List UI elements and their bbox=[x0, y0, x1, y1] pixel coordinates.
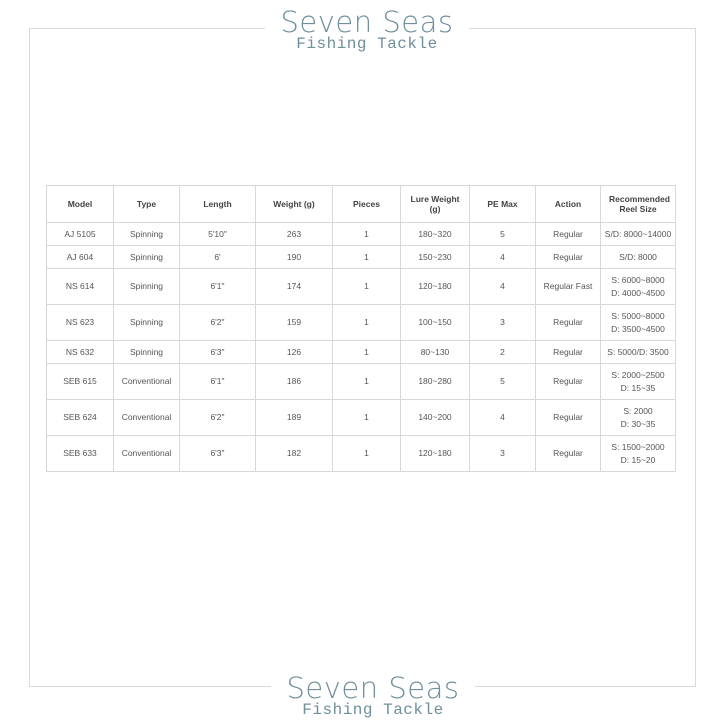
cell-weight: 159 bbox=[256, 305, 333, 341]
cell-pe: 2 bbox=[470, 341, 536, 364]
cell-pe: 3 bbox=[470, 436, 536, 472]
cell-pieces: 1 bbox=[333, 341, 401, 364]
cell-lure: 140~200 bbox=[401, 400, 470, 436]
header-pieces: Pieces bbox=[333, 186, 401, 223]
brand-logo-bottom bbox=[271, 671, 475, 719]
table-row bbox=[47, 400, 676, 436]
reel-size-line: S/D: 8000 bbox=[619, 251, 657, 262]
brand-tagline: Fishing Tackle bbox=[302, 701, 444, 719]
cell-lure: 120~180 bbox=[401, 436, 470, 472]
cell-model: NS 614 bbox=[47, 269, 114, 305]
cell-reel-size bbox=[601, 269, 676, 305]
cell-action: Regular bbox=[536, 341, 601, 364]
brand-logo-top bbox=[265, 5, 469, 53]
cell-lure: 180~280 bbox=[401, 364, 470, 400]
table-body bbox=[47, 223, 676, 472]
cell-length: 6'1" bbox=[180, 269, 256, 305]
cell-reel-size bbox=[601, 400, 676, 436]
cell-reel-size bbox=[601, 364, 676, 400]
cell-pieces: 1 bbox=[333, 246, 401, 269]
cell-action: Regular bbox=[536, 400, 601, 436]
cell-model: SEB 615 bbox=[47, 364, 114, 400]
cell-length: 6'1" bbox=[180, 364, 256, 400]
cell-pe: 4 bbox=[470, 246, 536, 269]
table-row bbox=[47, 364, 676, 400]
cell-weight: 190 bbox=[256, 246, 333, 269]
cell-lure: 120~180 bbox=[401, 269, 470, 305]
cell-weight: 263 bbox=[256, 223, 333, 246]
cell-model: SEB 624 bbox=[47, 400, 114, 436]
header-pe-max: PE Max bbox=[470, 186, 536, 223]
cell-length: 6'2" bbox=[180, 400, 256, 436]
header-length: Length bbox=[180, 186, 256, 223]
reel-size-line: D: 30~35 bbox=[620, 418, 656, 429]
table-row bbox=[47, 305, 676, 341]
cell-model: SEB 633 bbox=[47, 436, 114, 472]
header-reel-size: Recommended Reel Size bbox=[601, 186, 676, 223]
header-action: Action bbox=[536, 186, 601, 223]
cell-pe: 3 bbox=[470, 305, 536, 341]
cell-type: Spinning bbox=[114, 223, 180, 246]
cell-length: 6'2" bbox=[180, 305, 256, 341]
cell-reel-size bbox=[601, 341, 676, 364]
reel-size-line: D: 3500~4500 bbox=[611, 323, 665, 334]
cell-action: Regular bbox=[536, 223, 601, 246]
cell-type: Spinning bbox=[114, 246, 180, 269]
reel-size-line: S: 5000~8000 bbox=[611, 310, 665, 321]
cell-reel-size bbox=[601, 436, 676, 472]
cell-pe: 4 bbox=[470, 269, 536, 305]
reel-size-line: D: 15~20 bbox=[620, 454, 656, 465]
cell-weight: 182 bbox=[256, 436, 333, 472]
cell-weight: 186 bbox=[256, 364, 333, 400]
brand-tagline: Fishing Tackle bbox=[296, 35, 438, 53]
table-row bbox=[47, 436, 676, 472]
cell-action: Regular bbox=[536, 364, 601, 400]
cell-type: Conventional bbox=[114, 400, 180, 436]
table-row bbox=[47, 223, 676, 246]
cell-pieces: 1 bbox=[333, 400, 401, 436]
rod-specs-table bbox=[46, 185, 676, 472]
cell-model: AJ 5105 bbox=[47, 223, 114, 246]
table-header-row bbox=[47, 186, 676, 223]
cell-weight: 189 bbox=[256, 400, 333, 436]
reel-size-line: S: 2000~2500 bbox=[611, 369, 665, 380]
cell-reel-size bbox=[601, 246, 676, 269]
cell-pe: 4 bbox=[470, 400, 536, 436]
header-model: Model bbox=[47, 186, 114, 223]
cell-pieces: 1 bbox=[333, 305, 401, 341]
reel-size-line: D: 15~35 bbox=[620, 382, 656, 393]
table-row bbox=[47, 341, 676, 364]
reel-size-line: S: 5000/D: 3500 bbox=[607, 346, 669, 357]
cell-action: Regular Fast bbox=[536, 269, 601, 305]
cell-type: Spinning bbox=[114, 341, 180, 364]
brand-name: Seven Seas bbox=[286, 671, 460, 705]
cell-model: NS 632 bbox=[47, 341, 114, 364]
cell-length: 5'10" bbox=[180, 223, 256, 246]
cell-weight: 126 bbox=[256, 341, 333, 364]
cell-weight: 174 bbox=[256, 269, 333, 305]
cell-pe: 5 bbox=[470, 223, 536, 246]
cell-length: 6'3" bbox=[180, 341, 256, 364]
reel-size-line: S: 6000~8000 bbox=[611, 274, 665, 285]
cell-pe: 5 bbox=[470, 364, 536, 400]
header-lure-weight: Lure Weight (g) bbox=[401, 186, 470, 223]
cell-pieces: 1 bbox=[333, 223, 401, 246]
reel-size-line: S: 2000 bbox=[623, 405, 653, 416]
cell-reel-size bbox=[601, 223, 676, 246]
cell-pieces: 1 bbox=[333, 269, 401, 305]
cell-lure: 180~320 bbox=[401, 223, 470, 246]
reel-size-line: S: 1500~2000 bbox=[611, 441, 665, 452]
cell-model: AJ 604 bbox=[47, 246, 114, 269]
header-weight: Weight (g) bbox=[256, 186, 333, 223]
reel-size-line: D: 4000~4500 bbox=[611, 287, 665, 298]
cell-action: Regular bbox=[536, 246, 601, 269]
cell-lure: 150~230 bbox=[401, 246, 470, 269]
cell-model: NS 623 bbox=[47, 305, 114, 341]
cell-action: Regular bbox=[536, 436, 601, 472]
brand-name: Seven Seas bbox=[280, 5, 454, 39]
cell-type: Spinning bbox=[114, 269, 180, 305]
cell-pieces: 1 bbox=[333, 436, 401, 472]
header-type: Type bbox=[114, 186, 180, 223]
cell-action: Regular bbox=[536, 305, 601, 341]
cell-lure: 100~150 bbox=[401, 305, 470, 341]
cell-type: Conventional bbox=[114, 364, 180, 400]
cell-type: Conventional bbox=[114, 436, 180, 472]
reel-size-line: S/D: 8000~14000 bbox=[604, 228, 672, 239]
cell-type: Spinning bbox=[114, 305, 180, 341]
cell-length: 6' bbox=[180, 246, 256, 269]
table-row bbox=[47, 246, 676, 269]
cell-length: 6'3" bbox=[180, 436, 256, 472]
table-row bbox=[47, 269, 676, 305]
cell-lure: 80~130 bbox=[401, 341, 470, 364]
cell-reel-size bbox=[601, 305, 676, 341]
cell-pieces: 1 bbox=[333, 364, 401, 400]
